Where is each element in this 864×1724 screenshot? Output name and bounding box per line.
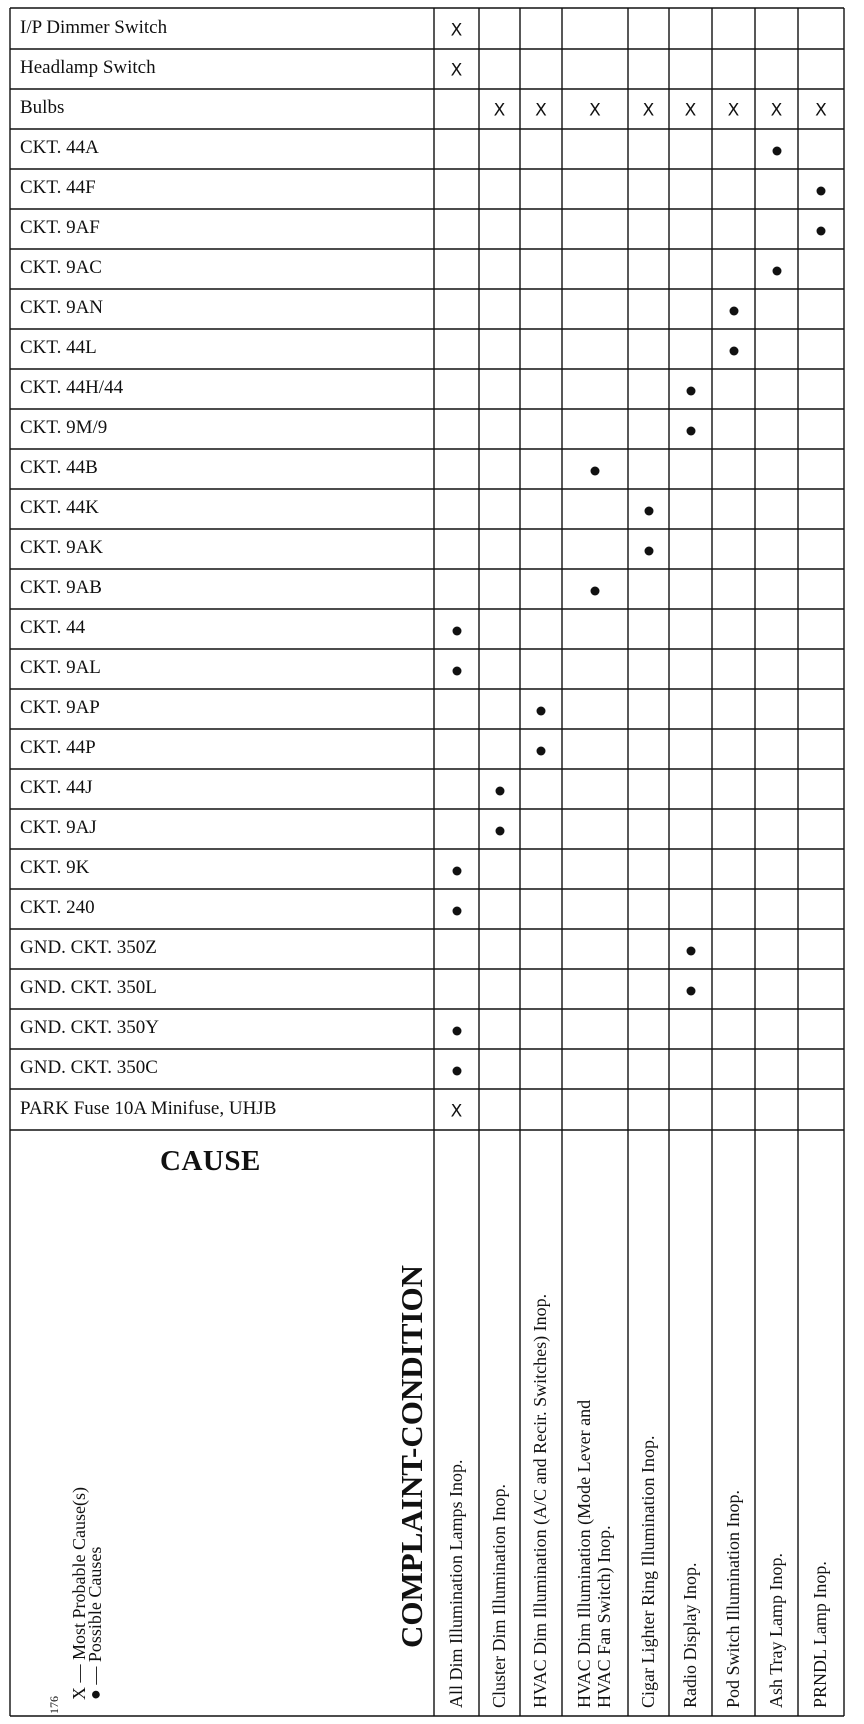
possible-cause-mark: [537, 747, 546, 756]
possible-cause-mark: [591, 467, 600, 476]
most-probable-mark: X: [450, 1101, 463, 1121]
cause-row-label: CKT. 44H/44: [20, 377, 124, 398]
cause-row-label: CKT. 9AN: [20, 297, 104, 318]
cause-row-label: CKT. 9AB: [20, 577, 102, 598]
most-probable-mark: X: [770, 100, 783, 121]
possible-cause-mark: [729, 347, 738, 356]
cause-row-label: CKT. 44A: [20, 137, 99, 158]
cause-row-label: CKT. 44P: [20, 737, 96, 758]
cause-row-label: GND. CKT. 350C: [20, 1057, 158, 1078]
complaint-column-header: Pod Switch Illumination Inop.: [722, 1490, 743, 1708]
complaint-column-header: HVAC Dim Illumination (A/C and Recir. Switches) Inop.: [530, 1293, 550, 1708]
cause-row-label: CKT. 9AJ: [20, 817, 97, 838]
cause-heading: CAUSE: [160, 1145, 261, 1177]
most-probable-mark: X: [535, 100, 547, 121]
cause-row-label: PARK Fuse 10A Minifuse, UHJB: [20, 1097, 277, 1119]
possible-cause-mark: [495, 827, 504, 836]
complaint-column-header: Cluster Dim Illumination Inop.: [488, 1484, 509, 1708]
cause-row-label: CKT. 9M/9: [20, 417, 108, 438]
possible-cause-mark: [772, 267, 781, 276]
most-probable-mark: X: [589, 100, 601, 121]
cause-row-label: I/P Dimmer Switch: [20, 16, 168, 38]
possible-cause-mark: [644, 507, 653, 516]
most-probable-mark: X: [450, 60, 463, 81]
cause-row-label: CKT. 44K: [20, 497, 99, 518]
possible-cause-mark: [686, 947, 695, 956]
possible-cause-mark: [452, 907, 461, 916]
cause-row-label: Headlamp Switch: [20, 57, 156, 78]
possible-cause-mark: [686, 427, 695, 436]
possible-cause-mark: [452, 627, 461, 636]
cause-row-label: CKT. 44L: [20, 337, 97, 358]
most-probable-mark: X: [450, 20, 463, 40]
cause-row-label: CKT. 44B: [20, 457, 98, 478]
complaint-column-header: Cigar Lighter Ring Illumination Inop.: [637, 1435, 658, 1708]
possible-cause-mark: [452, 1067, 461, 1076]
possible-cause-mark: [537, 707, 546, 716]
cause-row-label: CKT. 9AK: [20, 537, 104, 558]
complaint-column-header: PRNDL Lamp Inop.: [810, 1561, 830, 1708]
most-probable-mark: X: [684, 100, 697, 121]
possible-cause-mark: [495, 787, 504, 796]
possible-cause-mark: [591, 587, 600, 596]
complaint-column-header: Ash Tray Lamp Inop.: [765, 1552, 786, 1708]
cause-row-label: CKT. 240: [20, 897, 95, 918]
cause-row-label: CKT. 9AF: [20, 217, 100, 238]
possible-cause-mark: [452, 867, 461, 876]
legend-most-probable: X — Most Probable Cause(s): [69, 1487, 89, 1700]
cause-row-label: GND. CKT. 350Y: [20, 1017, 159, 1038]
cause-row-label: CKT. 44: [20, 617, 86, 638]
possible-cause-mark: [817, 187, 826, 196]
cause-row-label: CKT. 9AP: [20, 697, 100, 718]
possible-cause-mark: [644, 547, 653, 556]
possible-cause-mark: [772, 147, 781, 156]
possible-cause-mark: [729, 307, 738, 316]
possible-cause-mark: [686, 387, 695, 396]
legend-possible: ● — Possible Causes: [85, 1546, 105, 1700]
most-probable-mark: X: [727, 100, 740, 121]
page-number: 176: [47, 1696, 61, 1714]
most-probable-mark: X: [493, 100, 506, 121]
complaint-column-header: HVAC Fan Switch) Inop.: [594, 1525, 614, 1708]
cause-row-label: CKT. 44F: [20, 177, 96, 198]
cause-row-label: Bulbs: [20, 97, 65, 118]
cause-row-label: CKT. 9AC: [20, 257, 102, 278]
possible-cause-mark: [452, 1027, 461, 1036]
possible-cause-mark: [452, 667, 461, 676]
complaint-column-header: Radio Display Inop.: [679, 1562, 700, 1708]
cause-row-label: CKT. 9K: [20, 857, 90, 878]
cause-row-label: CKT. 9AL: [20, 657, 101, 678]
complaint-column-header: HVAC Dim Illumination (Mode Lever and: [574, 1399, 594, 1708]
most-probable-mark: X: [815, 100, 827, 121]
possible-cause-mark: [686, 987, 695, 996]
possible-cause-mark: [817, 227, 826, 236]
cause-row-label: GND. CKT. 350L: [20, 977, 157, 998]
cause-row-label: GND. CKT. 350Z: [20, 937, 157, 958]
cause-row-label: CKT. 44J: [20, 777, 93, 798]
most-probable-mark: X: [642, 100, 655, 121]
complaint-column-header: All Dim Illumination Lamps Inop.: [445, 1459, 466, 1708]
complaint-heading: COMPLAINT-CONDITION: [394, 1265, 429, 1648]
